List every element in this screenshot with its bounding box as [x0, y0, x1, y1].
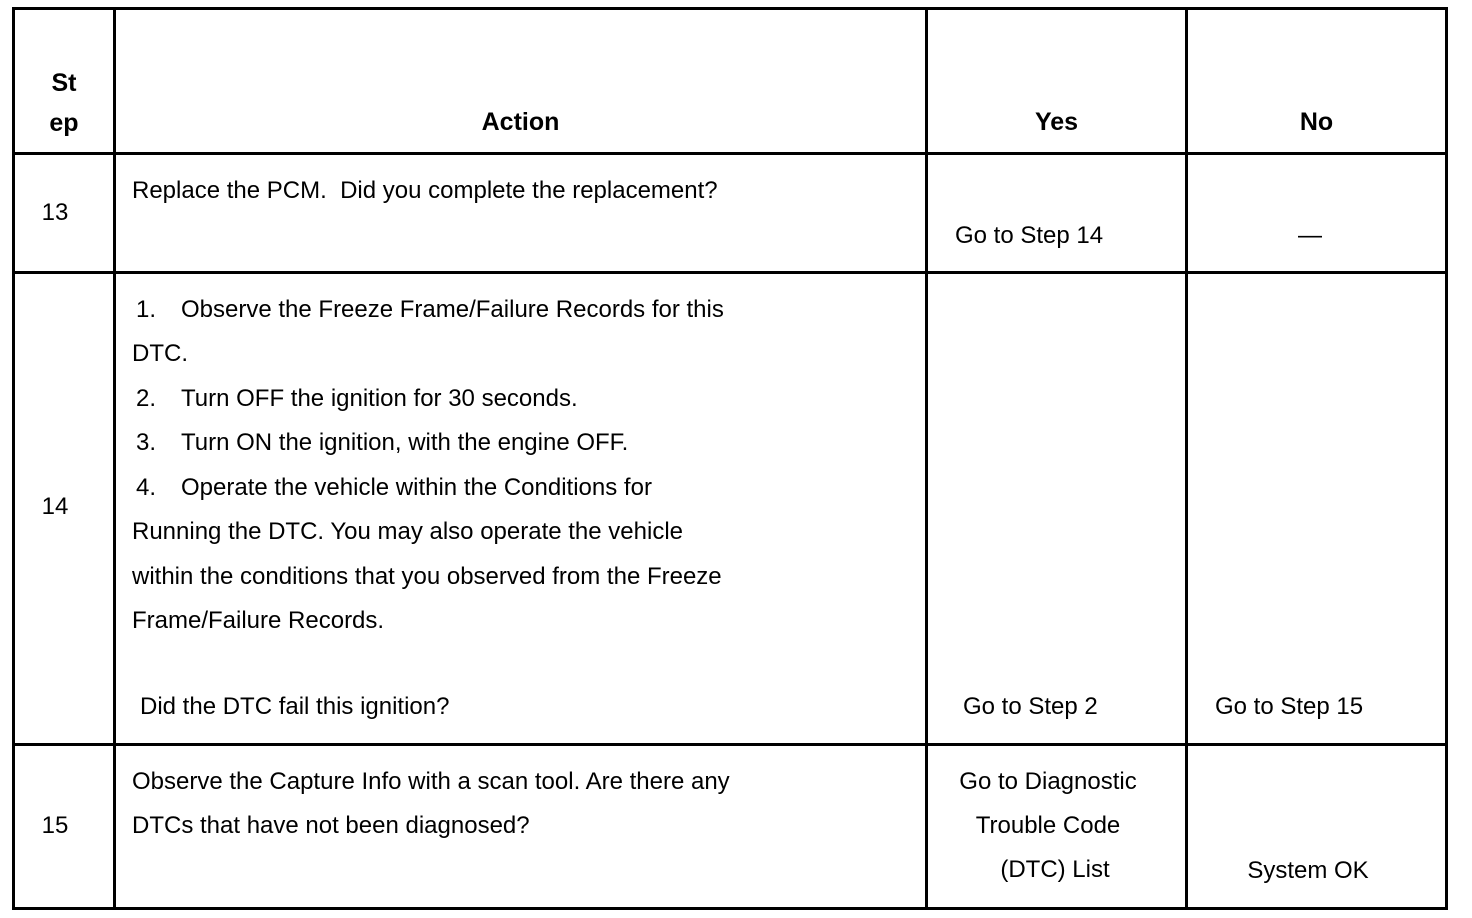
list-text: DTC. [132, 340, 188, 367]
column-divider [1185, 7, 1188, 910]
list-number: 4. [136, 474, 157, 501]
yes-outcome-line: Go to Diagnostic [959, 768, 1137, 795]
header-step-line: ep [49, 109, 79, 137]
action-text: DTCs that have not been diagnosed? [132, 812, 530, 839]
step-number: 13 [41, 199, 69, 226]
row-divider [12, 743, 1448, 746]
table-border [1445, 7, 1448, 910]
header-yes: Yes [1034, 108, 1079, 136]
yes-outcome-line: Trouble Code [975, 812, 1121, 839]
list-number: 1. [136, 296, 157, 323]
list-item [132, 332, 188, 376]
list-text: Frame/Failure Records. [132, 607, 385, 634]
list-text: Turn OFF the ignition for 30 seconds. [181, 385, 578, 412]
no-outcome: — [1298, 222, 1322, 249]
list-item [136, 377, 578, 421]
yes-outcome [928, 760, 1168, 892]
yes-outcome: Go to Step 14 [955, 222, 1104, 249]
action-text: Observe the Capture Info with a scan tool. Are there any [132, 768, 730, 795]
header-no: No [1299, 108, 1334, 136]
action-question: Did the DTC fail this ignition? [140, 693, 450, 720]
list-text: Operate the vehicle within the Conditions for [181, 474, 652, 501]
list-item [136, 421, 628, 465]
yes-outcome: Go to Step 2 [963, 693, 1098, 720]
step-number: 14 [41, 493, 69, 520]
list-text: Turn ON the ignition, with the engine OFF. [181, 429, 629, 456]
list-item [136, 466, 652, 510]
list-number: 3. [136, 429, 157, 456]
no-outcome: System OK [1247, 857, 1369, 884]
list-item [132, 599, 384, 643]
diagnostic-table [12, 7, 1448, 910]
list-item [132, 510, 683, 554]
list-text: within the conditions that you observed from the Freeze [132, 563, 722, 590]
header-action: Action [481, 108, 560, 136]
list-item [132, 555, 722, 599]
yes-outcome-line: (DTC) List [1000, 856, 1110, 883]
row-divider [12, 271, 1448, 274]
table-border [12, 7, 1448, 10]
step-number: 15 [41, 812, 69, 839]
list-number: 2. [136, 385, 157, 412]
header-step [15, 63, 113, 143]
column-divider [113, 7, 116, 910]
list-item [136, 288, 724, 332]
no-outcome: Go to Step 15 [1215, 693, 1364, 720]
list-text: Observe the Freeze Frame/Failure Records for this [181, 296, 724, 323]
table-border [12, 907, 1448, 910]
row-divider [12, 152, 1448, 155]
header-step-line: St [51, 69, 77, 97]
action-text: Replace the PCM. Did you complete the replacement? [132, 177, 718, 204]
list-text: Running the DTC. You may also operate the vehicle [132, 518, 684, 545]
